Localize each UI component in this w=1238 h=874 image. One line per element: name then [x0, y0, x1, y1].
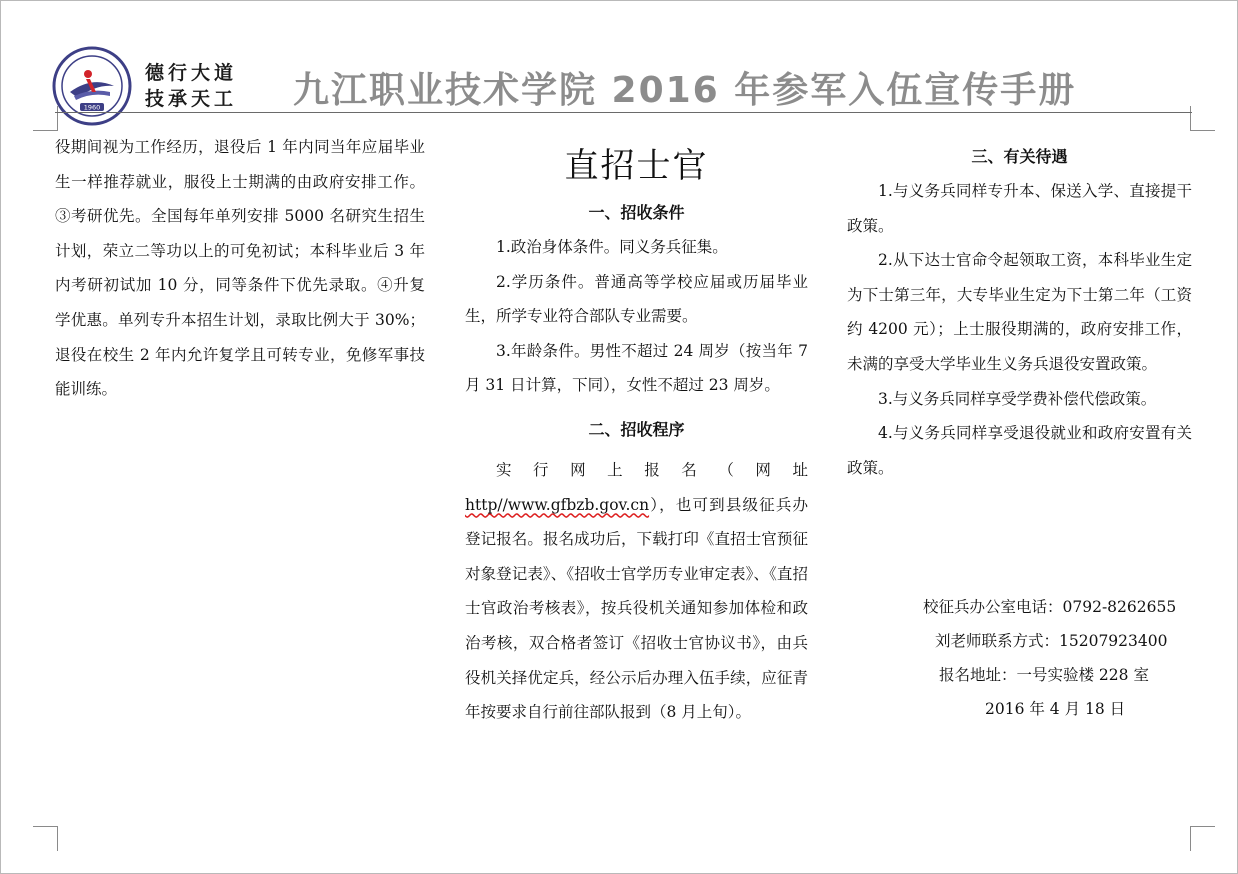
- motto: [145, 60, 237, 112]
- section-title-direct-recruit: 直招士官: [564, 146, 709, 186]
- header-rule: [55, 112, 1192, 113]
- heading-recruit-procedure: 二、招收程序: [588, 419, 685, 439]
- benefit-item-1: 1.与义务兵同样专升本、保送入学、直接提干政策。: [847, 182, 1192, 235]
- motto-line-2: 技承天工: [145, 88, 238, 110]
- benefit-item-3: 3.与义务兵同样享受学费补偿代偿政策。: [878, 389, 1157, 408]
- contact-phone: 校征兵办公室电话：0792-8262655: [923, 598, 1177, 616]
- registration-url-link[interactable]: http//www.gfbzb.gov.cn: [465, 495, 650, 514]
- heading-recruit-conditions: 一、招收条件: [588, 203, 685, 222]
- condition-item-3: 3.年龄条件。男性不超过 24 周岁（按当年 7 月 31 日计算，下同），女性不超过 23 周岁。: [465, 341, 808, 395]
- heading-benefits: 三、有关待遇: [971, 147, 1068, 166]
- procedure-paragraph: [465, 453, 808, 730]
- crop-mark-bottom-right: [1190, 826, 1215, 851]
- contact-date: 2016 年 4 月 18 日: [985, 700, 1126, 718]
- contact-block: [880, 590, 1220, 726]
- contact-address: 报名地址：一号实验楼 228 室: [939, 666, 1149, 684]
- benefit-item-4: 4.与义务兵同样享受退役就业和政府安置有关政策。: [847, 424, 1192, 477]
- condition-item-1: 1.政治身体条件。同义务兵征集。: [496, 238, 728, 256]
- contact-teacher: 刘老师联系方式：15207923400: [935, 632, 1168, 650]
- column-1-text: 役期间视为工作经历，退役后 1 年内同当年应届毕业生一样推荐就业，服役上士期满的由政府安排工作。③考研优先。全国每年单列安排 5000 名研究生招生计划，荣立二等功以上的可免初试；本科毕业后 3 年内考研初试加 10 分，同等条件下优先录取。④升复学优惠。单列专升本招生计划，录取比例大于 30%；退役在校生 2 年内允许复学且可转专业，免修军事技能训练。: [55, 138, 425, 399]
- procedure-text-start: 实行网上报名（网址: [496, 460, 808, 479]
- motto-line-1: 德行大道: [145, 62, 238, 84]
- procedure-text-rest: ），也可到县级征兵办登记报名。报名成功后，下载打印《直招士官预征对象登记表》、《招收士官学历专业审定表》、《直招士官政治考核表》，按兵役机关通知参加体检和政治考核，双合格者签订《招收士官协议书》，由兵役机关择优定兵，经公示后办理入伍手续，应征青年按要求自行前往部队报到（8 月上旬）。: [465, 495, 808, 722]
- column-3: [847, 140, 1192, 485]
- crop-mark-top-right: [1190, 106, 1215, 131]
- crop-mark-bottom-left: [33, 826, 58, 851]
- document-title: 九江职业技术学院 2016 年参军入伍宣传手册: [293, 70, 1077, 111]
- column-2: [465, 140, 808, 730]
- logo-year: 1960: [83, 103, 101, 112]
- benefit-item-2: 2.从下达士官命令起领取工资，本科毕业生定为下士第三年，大专毕业生定为下士第二年（工资约 4200 元）；上士服役期满的，政府安排工作，未满的享受大学毕业生义务兵退役安置政策。: [847, 251, 1192, 373]
- college-logo-icon: [52, 46, 132, 126]
- condition-item-2: 2.学历条件。普通高等学校应届或历届毕业生，所学专业符合部队专业需要。: [465, 272, 808, 326]
- column-1: [55, 130, 425, 407]
